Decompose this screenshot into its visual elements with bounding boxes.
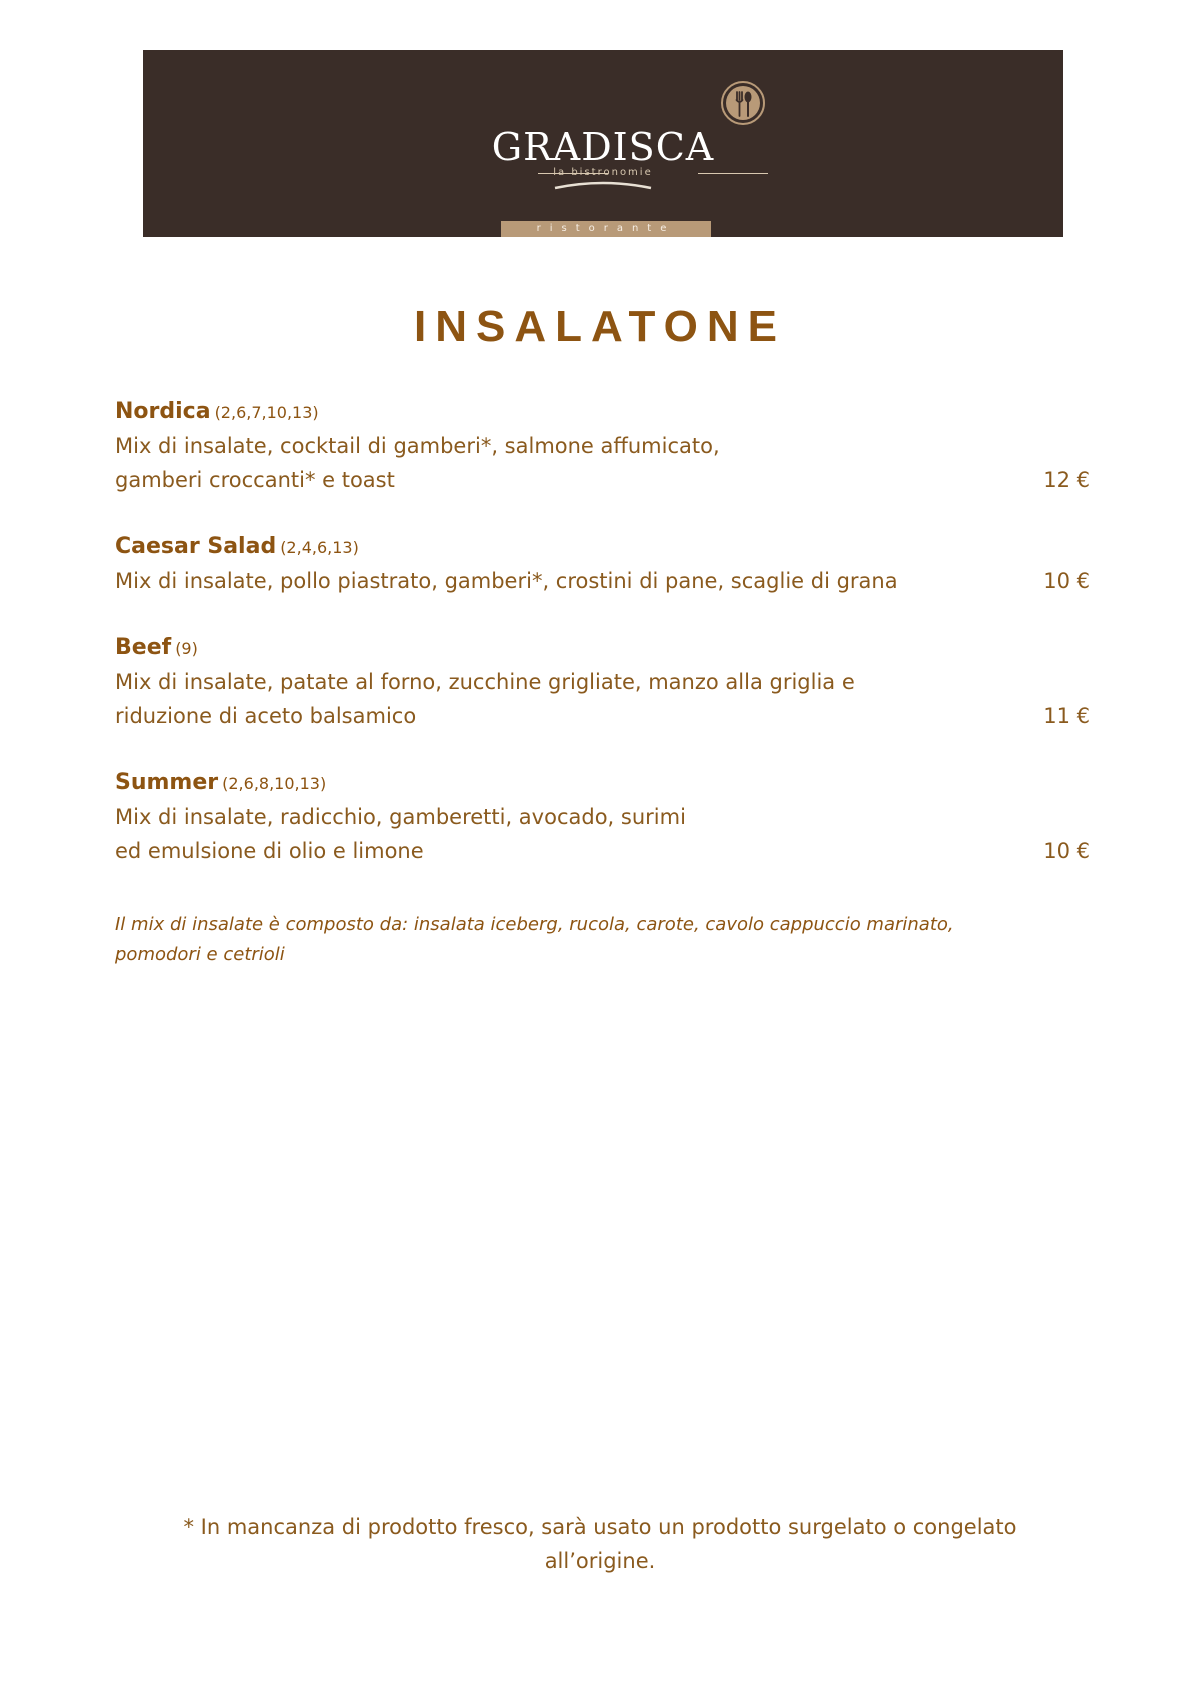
fork-and-spoon-icon [720,80,766,126]
header-banner [143,50,1063,237]
menu-item-allergens: (2,4,6,13) [280,538,359,557]
menu-list [115,395,1090,901]
menu-item-header [115,395,1090,429]
menu-item-name: Caesar Salad [115,534,277,559]
menu-item-price: 12 € [1043,468,1090,492]
menu-item-description: riduzione di aceto balsamico [115,704,417,728]
note-line: Il mix di insalate è composto da: insalata iceberg, rucola, carote, cavolo cappuccio marinato, [115,914,954,935]
frozen-product-disclaimer [0,1510,1200,1578]
menu-item-allergens: (2,6,8,10,13) [222,774,327,793]
salad-mix-note [115,910,1075,970]
venue-label: ristorante [501,221,711,237]
menu-item [115,530,1090,598]
menu-item-description: ed emulsione di olio e limone [115,839,424,863]
menu-item-description: Mix di insalate, cocktail di gamberi*, salmone affumicato, [115,434,720,458]
page-title: INSALATONE [414,302,786,351]
menu-item-allergens: (2,6,7,10,13) [214,403,319,422]
brand-name: GRADISCA [491,125,715,169]
note-line: pomodori e cetrioli [115,944,285,965]
menu-item-price: 11 € [1043,704,1090,728]
menu-item-name: Beef [115,635,172,660]
menu-item-description: Mix di insalate, radicchio, gamberetti, avocado, surimi [115,805,686,829]
menu-item-header [115,530,1090,564]
menu-item [115,631,1090,733]
menu-item-name: Nordica [115,399,211,424]
menu-item-description: gamberi croccanti* e toast [115,468,395,492]
brand-tagline: la bistronomie [553,167,653,178]
menu-item [115,766,1090,868]
menu-item [115,395,1090,497]
menu-item-description: Mix di insalate, pollo piastrato, gamberi*, crostini di pane, scaglie di grana [115,569,898,593]
menu-item-name: Summer [115,770,219,795]
menu-item-description: Mix di insalate, patate al forno, zucchine grigliate, manzo alla griglia e [115,670,855,694]
footer-line: * In mancanza di prodotto fresco, sarà usato un prodotto surgelato o congelato [183,1515,1017,1539]
footer-line: all’origine. [544,1549,656,1573]
menu-item-price: 10 € [1043,839,1090,863]
menu-item-header [115,631,1090,665]
menu-item-header [115,766,1090,800]
menu-item-price: 10 € [1043,569,1090,593]
brand-swoosh [553,178,653,192]
menu-item-allergens: (9) [175,639,198,658]
